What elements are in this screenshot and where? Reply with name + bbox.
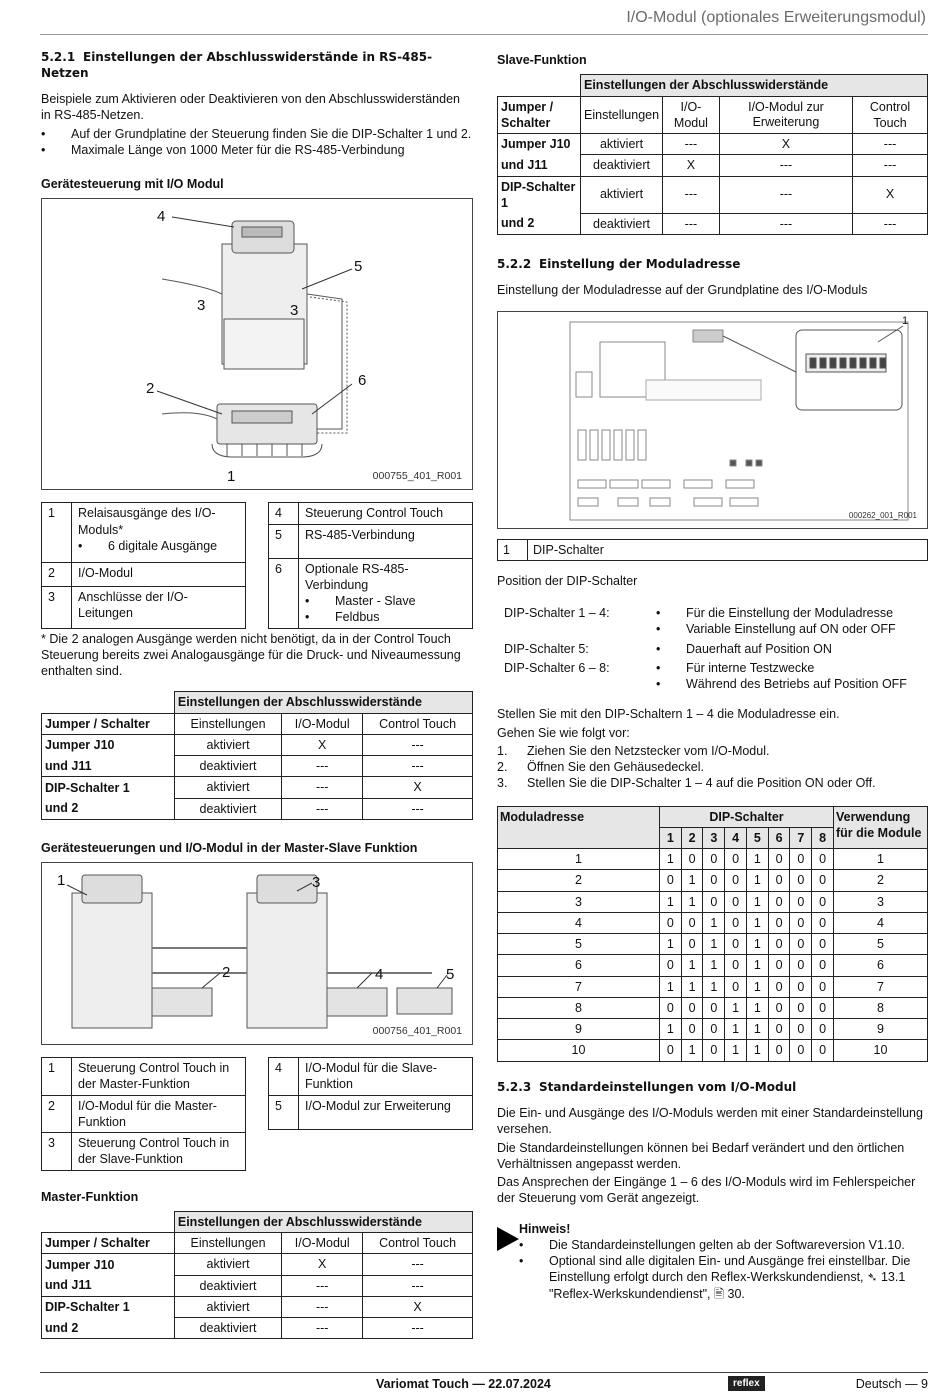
master-title: Master-Funktion bbox=[41, 1189, 139, 1204]
hint-item: • Die Standardeinstellungen gelten ab der Softwareversion V1.10. bbox=[519, 1237, 905, 1252]
figure-code: 000755_401_R001 bbox=[372, 469, 462, 482]
left-column bbox=[41, 50, 473, 1339]
section-heading-5-2-3: 5.2.3 Standardeinstellungen vom I/O-Modul bbox=[497, 1079, 797, 1094]
steps-intro: Gehen Sie wie folgt vor: bbox=[497, 725, 630, 740]
legend-table-left bbox=[41, 502, 246, 628]
right-column bbox=[497, 50, 928, 1302]
footer-right: Deutsch — 9 bbox=[855, 1377, 928, 1391]
table-row: 3 1 1 0 0 1 0 0 0 3 bbox=[498, 891, 928, 912]
step-item: 1. Ziehen Sie den Netzstecker vom I/O-Modul. bbox=[497, 743, 770, 758]
slave-title: Slave-Funktion bbox=[497, 53, 587, 67]
master-slave-diagram bbox=[42, 863, 472, 1043]
section-heading-5-2-1: 5.2.1 Einstellungen der Abschlusswiderstände in RS-485-Netzen bbox=[41, 50, 433, 80]
legend-row: 2 I/O-Modul bbox=[42, 563, 246, 587]
header-rule bbox=[40, 34, 928, 35]
callout-1: 1 bbox=[227, 468, 236, 486]
hint-box bbox=[497, 1221, 928, 1302]
callout-1: 1 bbox=[57, 872, 66, 890]
footer-center: Variomat Touch — 22.07.2024 bbox=[376, 1377, 551, 1391]
step-item: 2. Öffnen Sie den Gehäusedeckel. bbox=[497, 760, 704, 775]
dip-position-list: DIP-Schalter 1 – 4: • Für die Einstellung der Moduladresse • Variable Einstellung auf ON oder OFF DIP-Schalter 5: • Dauerhaft auf Position ON DIP-Schalter 6 – 8: • Für interne Testzwecke • Während des Betriebs auf Position OFF bbox=[504, 606, 907, 692]
dip-rows bbox=[498, 849, 928, 1062]
table-row: 2 0 1 0 0 1 0 0 0 2 bbox=[498, 870, 928, 891]
bullet-item: • Maximale Länge von 1000 Meter für die RS-485-Verbindung bbox=[41, 142, 405, 157]
legend-row: 6 Optionale RS-485-Verbindung • Master - Slave • Feldbus bbox=[269, 558, 473, 628]
callout-5: 5 bbox=[446, 966, 455, 984]
instruction-text: Stellen Sie mit den DIP-Schaltern 1 – 4 die Moduladresse ein. bbox=[497, 707, 840, 722]
paragraph: Das Ansprechen der Eingänge 1 – 6 des I/O-Moduls wird im Fehlerspeicher der Steuerung vom Gerät angezeigt. bbox=[497, 1175, 916, 1206]
bullet-item: • Auf der Grundplatine der Steuerung finden Sie die DIP-Schalter 1 und 2. bbox=[41, 126, 472, 141]
settings-table-slave: Einstellungen der Abschlusswiderstände Jumper / Schalter Einstellungen I/O-Modul I/O-Modul zur Erweiterung Control Touch Jumper J10 aktiviert --- X --- und J11 deaktiviert X --- --- DIP-Schalter 1 aktiviert --- --- X und 2 deaktiviert --- --- --- bbox=[497, 74, 928, 235]
legend-row: 4 Steuerung Control Touch bbox=[269, 503, 473, 524]
footer bbox=[40, 1376, 928, 1394]
page-header: I/O-Modul (optionales Erweiterungsmodul) bbox=[626, 9, 926, 26]
play-arrow-icon bbox=[497, 1221, 519, 1302]
table-row: 7 1 1 1 0 1 0 0 0 7 bbox=[498, 976, 928, 997]
legend-row: 5 I/O-Modul zur Erweiterung bbox=[269, 1095, 473, 1129]
table-row: 6 0 1 1 0 1 0 0 0 6 bbox=[498, 955, 928, 976]
section-heading-5-2-2: 5.2.2 Einstellung der Moduladresse bbox=[497, 256, 741, 271]
legend2-table-right bbox=[268, 1057, 473, 1130]
legend-row: 3 Steuerung Control Touch in der Slave-Funktion bbox=[42, 1133, 246, 1171]
table-row: 9 1 0 0 1 1 0 0 0 9 bbox=[498, 1019, 928, 1040]
legend-row: 3 Anschlüsse der I/O-Leitungen bbox=[42, 586, 246, 628]
figure-master-slave bbox=[41, 862, 473, 1045]
step-item: 3. Stellen Sie die DIP-Schalter 1 – 4 auf die Position ON oder Off. bbox=[497, 776, 876, 791]
callout-3b: 3 bbox=[290, 302, 299, 320]
table-row: 1 1 0 0 0 1 0 0 0 1 bbox=[498, 849, 928, 870]
footer-rule bbox=[40, 1372, 928, 1373]
board-diagram bbox=[498, 312, 928, 527]
legend-row: 4 I/O-Modul für die Slave-Funktion bbox=[269, 1058, 473, 1096]
board-legend: 1 DIP-Schalter bbox=[497, 539, 928, 561]
legend-row: 2 I/O-Modul für die Master-Funktion bbox=[42, 1095, 246, 1133]
table-row: 5 1 0 1 0 1 0 0 0 5 bbox=[498, 934, 928, 955]
legend-row: 1 Relaisausgänge des I/O-Moduls* • 6 digitale Ausgänge bbox=[42, 503, 246, 563]
callout-2: 2 bbox=[222, 964, 231, 982]
callout-4: 4 bbox=[375, 966, 384, 984]
figure-code-2: 000756_401_R001 bbox=[372, 1024, 462, 1037]
figure-device-io-module bbox=[41, 198, 473, 490]
footnote: * Die 2 analogen Ausgänge werden nicht benötigt, da in der Control Touch Steuerung bereits zwei Analogausgänge für die Druck- und Niveaumessung enthalten sind. bbox=[41, 631, 461, 679]
paragraph: Die Ein- und Ausgänge des I/O-Moduls werden mit einer Standardeinstellung versehen. bbox=[497, 1106, 923, 1137]
legend-table-right bbox=[268, 502, 473, 628]
legend2-table-left bbox=[41, 1057, 246, 1171]
figure-title-2: Gerätesteuerungen und I/O-Modul in der Master-Slave Funktion bbox=[41, 840, 418, 855]
legend-figure-1 bbox=[41, 502, 473, 628]
callout-5: 5 bbox=[354, 258, 363, 276]
callout-1: 1 bbox=[902, 314, 909, 327]
table-row: 4 0 0 1 0 1 0 0 0 4 bbox=[498, 912, 928, 933]
settings-table-master: Einstellungen der Abschlusswiderstände Jumper / Schalter Einstellungen I/O-Modul Control Touch Jumper J10 aktiviert X --- und J11 deaktiviert --- --- DIP-Schalter 1 aktiviert --- X und 2 deaktiviert --- --- bbox=[41, 1211, 473, 1340]
section-intro: Einstellung der Moduladresse auf der Grundplatine des I/O-Moduls bbox=[497, 283, 868, 298]
reflex-logo: reflex bbox=[728, 1376, 765, 1391]
table-row: 8 0 0 0 1 1 0 0 0 8 bbox=[498, 997, 928, 1018]
legend-row: 5 RS-485-Verbindung bbox=[269, 524, 473, 558]
callout-3: 3 bbox=[312, 874, 321, 892]
module-address-table: Moduladresse DIP-Schalter Verwendung für die Module 1 2 3 4 5 6 7 8 1 1 0 0 0 1 0 0 0 1 2 0 1 0 0 1 0 0 0 2 3 1 1 0 0 1 0 0 0 3 4 0 0 1 0 1 0 0 0 4 5 1 0 1 0 1 0 0 0 5 6 0 1 1 0 1 0 0 0 6 7 1 1 1 0 1 0 0 0 7 8 0 0 0 1 1 0 0 0 8 9 1 0 0 1 1 0 0 0 9 10 0 1 0 1 1 0 0 0 10 bbox=[497, 806, 928, 1062]
callout-4: 4 bbox=[157, 208, 166, 226]
figure-code: 000262_001_R001 bbox=[848, 511, 917, 521]
intro-text: Beispiele zum Aktivieren oder Deaktivieren von den Abschlusswiderständen in RS-485-Netzen. bbox=[41, 92, 460, 123]
legend-figure-2 bbox=[41, 1057, 473, 1171]
hint-item: • Optional sind alle digitalen Ein- und Ausgänge frei einstellbar. Die Einstellung erfolgt durch den Reflex-Werkskundendienst, ➴ 13.1 "Reflex-Werkskundendienst", 🖹 30. bbox=[519, 1254, 911, 1301]
hint-title: Hinweis! bbox=[519, 1221, 571, 1236]
settings-table-1: Einstellungen der Abschlusswiderstände Jumper / Schalter Einstellungen I/O-Modul Control Touch Jumper J10 aktiviert X --- und J11 deaktiviert --- --- DIP-Schalter 1 aktiviert --- X und 2 deaktiviert --- --- bbox=[41, 691, 473, 820]
callout-2: 2 bbox=[146, 380, 155, 398]
figure-board bbox=[497, 311, 928, 529]
table-row: 10 0 1 0 1 1 0 0 0 10 bbox=[498, 1040, 928, 1061]
figure-title: Gerätesteuerung mit I/O Modul bbox=[41, 177, 224, 192]
dip-position-title: Position der DIP-Schalter bbox=[497, 573, 638, 588]
callout-6: 6 bbox=[358, 372, 367, 390]
device-diagram bbox=[42, 199, 472, 489]
legend-row: 1 Steuerung Control Touch in der Master-Funktion bbox=[42, 1058, 246, 1096]
paragraph: Die Standardeinstellungen können bei Bedarf verändert und den örtlichen Verhältnissen angepasst werden. bbox=[497, 1140, 905, 1171]
callout-3: 3 bbox=[197, 297, 206, 315]
